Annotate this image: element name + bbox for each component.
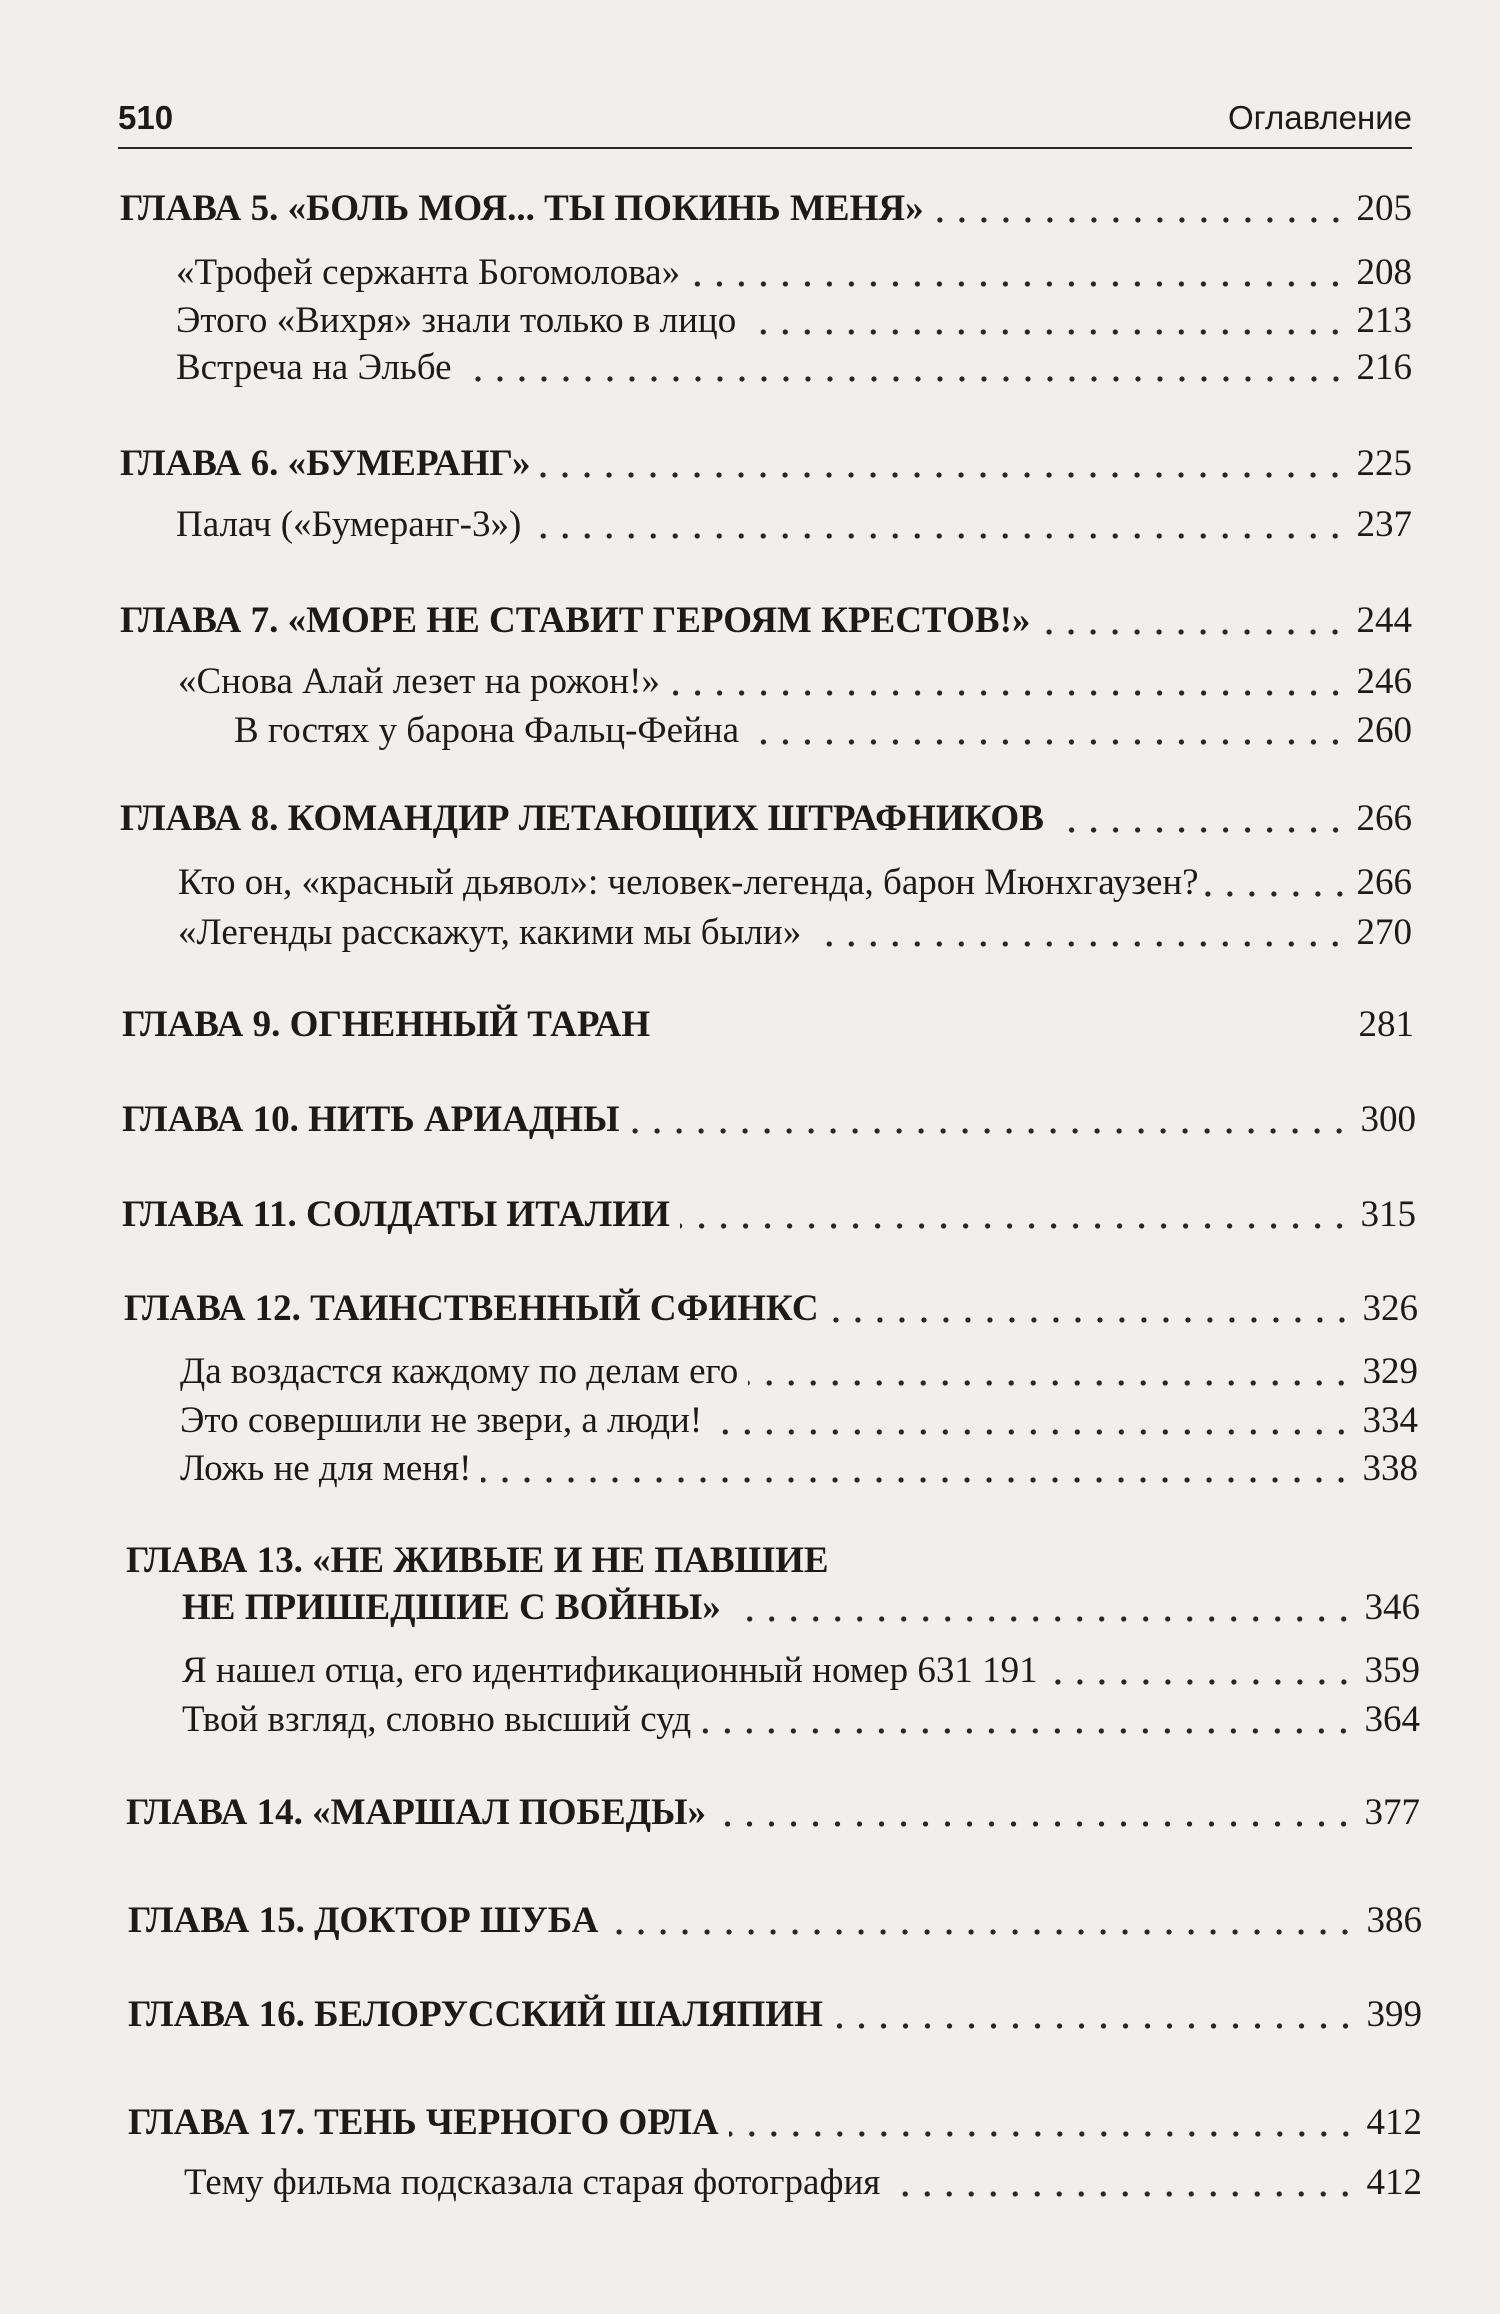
toc-section[interactable] (178, 659, 1412, 705)
toc-chapter-14[interactable] (126, 1790, 1420, 1836)
toc-page-number: 260 (1356, 710, 1412, 751)
toc-title: Я нашел отца, его идентификационный номер 631 191 (182, 1650, 1038, 1691)
toc-title: ГЛАВА 12. ТАИНСТВЕННЫЙ СФИНКС (124, 1288, 819, 1329)
dot-leader (670, 659, 1347, 705)
dot-leader (462, 345, 1347, 391)
toc-page-number: 386 (1366, 1900, 1422, 1941)
dot-leader (540, 441, 1346, 487)
toc-title: Ложь не для меня! (180, 1448, 472, 1489)
dot-leader (746, 298, 1346, 344)
toc-page-number: 364 (1364, 1699, 1420, 1740)
toc-title: ГЛАВА 7. «МОРЕ НЕ СТАВИТ ГЕРОЯМ КРЕСТОВ!» (120, 600, 1031, 641)
toc-page-number: 300 (1360, 1099, 1416, 1140)
toc-page-number: 281 (1358, 1004, 1414, 1045)
toc-title: В гостях у барона Фальц-Фейна (234, 710, 740, 751)
toc-chapter-17[interactable] (128, 2100, 1422, 2146)
dot-leader (1040, 598, 1346, 644)
toc-title: Это совершили не звери, а люди! (180, 1400, 703, 1441)
toc-page-number: 246 (1356, 661, 1412, 702)
toc-page-number: 329 (1362, 1351, 1418, 1392)
toc-page-number: 244 (1356, 600, 1412, 641)
toc-title: ГЛАВА 9. ОГНЕННЫЙ ТАРАН (122, 1004, 651, 1045)
toc-page-number: 205 (1356, 188, 1412, 229)
dot-leader (833, 1992, 1357, 2038)
toc-page-number: 377 (1364, 1792, 1420, 1833)
dot-leader (481, 1446, 1352, 1492)
dot-leader (890, 2160, 1356, 2206)
dot-leader (608, 1898, 1356, 1944)
dot-leader (749, 708, 1346, 754)
toc-title: Встреча на Эльбе (176, 347, 452, 388)
toc-title: Да воздастся каждому по делам его (180, 1351, 739, 1392)
toc-chapter-7[interactable] (120, 598, 1412, 644)
toc-title: НЕ ПРИШЕДШИЕ С ВОЙНЫ» (182, 1587, 721, 1628)
toc-page-number: 225 (1356, 443, 1412, 484)
dot-leader (1205, 860, 1351, 906)
toc-page-number: 266 (1356, 798, 1412, 839)
toc-title: «Снова Алай лезет на рожон!» (178, 661, 660, 702)
toc-page-number: 266 (1356, 862, 1412, 903)
toc-section[interactable] (178, 860, 1412, 906)
toc-title: ГЛАВА 14. «МАРШАЛ ПОБЕДЫ» (126, 1792, 706, 1833)
toc-chapter-12[interactable] (124, 1286, 1418, 1332)
toc-chapter-13-title-line1[interactable]: ГЛАВА 13. «НЕ ЖИВЫЕ И НЕ ПАВШИЕ (126, 1540, 829, 1581)
toc-chapter-10[interactable] (122, 1097, 1416, 1143)
toc-title: «Легенды расскажут, какими мы были» (178, 912, 802, 953)
toc-chapter-9[interactable] (122, 1002, 1414, 1048)
toc-page-number: 213 (1356, 300, 1412, 341)
toc-page-number: 338 (1362, 1448, 1418, 1489)
toc-title: Кто он, «красный дьявол»: человек-легенда, барон Мюнхгаузен? (178, 862, 1199, 903)
dot-leader (690, 250, 1346, 296)
dot-leader (729, 2100, 1357, 2146)
toc-title: ГЛАВА 15. ДОКТОР ШУБА (128, 1900, 599, 1941)
toc-page-number: 334 (1362, 1400, 1418, 1441)
toc-title: ГЛАВА 10. НИТЬ АРИАДНЫ (122, 1099, 620, 1140)
toc-title: ГЛАВА 6. «БУМЕРАНГ» (120, 443, 531, 484)
toc-title: ГЛАВА 16. БЕЛОРУССКИЙ ШАЛЯПИН (128, 1994, 823, 2035)
toc-section[interactable] (180, 1349, 1418, 1395)
toc-chapter-13[interactable] (182, 1585, 1420, 1631)
toc-title: Тему фильма подсказала старая фотография (184, 2162, 881, 2203)
dot-leader (811, 910, 1346, 956)
toc-section[interactable] (176, 345, 1412, 391)
running-title: Оглавление (1228, 99, 1412, 136)
dot-leader (934, 186, 1347, 232)
toc-section[interactable] (176, 250, 1412, 296)
toc-section[interactable] (176, 298, 1412, 344)
dot-leader (629, 1097, 1350, 1143)
toc-section[interactable] (180, 1446, 1418, 1492)
toc-page-number: 359 (1364, 1650, 1420, 1691)
dot-leader (531, 502, 1346, 548)
toc-title: ГЛАВА 17. ТЕНЬ ЧЕРНОГО ОРЛА (128, 2102, 719, 2143)
toc-chapter-5[interactable] (120, 186, 1412, 232)
dot-leader (1048, 1648, 1355, 1694)
toc-page-number: 346 (1364, 1587, 1420, 1628)
toc-page-number: 412 (1366, 2102, 1422, 2143)
toc-page-number: 208 (1356, 252, 1412, 293)
toc-section[interactable] (176, 502, 1412, 548)
toc-chapter-16[interactable] (128, 1992, 1422, 2038)
toc-title: ГЛАВА 8. КОМАНДИР ЛЕТАЮЩИХ ШТРАФНИКОВ (120, 798, 1044, 839)
toc-chapter-15[interactable] (128, 1898, 1422, 1944)
toc-chapter-8[interactable] (120, 796, 1412, 842)
toc-subsection[interactable] (234, 708, 1412, 754)
toc-title: ГЛАВА 11. СОЛДАТЫ ИТАЛИИ (122, 1194, 670, 1235)
toc-section[interactable] (182, 1697, 1420, 1743)
toc-title: ГЛАВА 5. «БОЛЬ МОЯ... ТЫ ПОКИНЬ МЕНЯ» (120, 188, 924, 229)
toc-page-number: 237 (1356, 504, 1412, 545)
toc-title: «Трофей сержанта Богомолова» (176, 252, 681, 293)
toc-chapter-11[interactable] (122, 1192, 1416, 1238)
toc-section[interactable] (182, 1648, 1420, 1694)
dot-leader (716, 1790, 1355, 1836)
page-number: 510 (118, 99, 174, 136)
toc-title: Твой взгляд, словно высший суд (182, 1699, 692, 1740)
toc-page-number: 315 (1360, 1194, 1416, 1235)
toc-page-number: 399 (1366, 1994, 1422, 2035)
dot-leader (829, 1286, 1353, 1332)
toc-chapter-6[interactable] (120, 441, 1412, 487)
toc-page-number: 412 (1366, 2162, 1422, 2203)
toc-page-number: 326 (1362, 1288, 1418, 1329)
toc-page-number: 216 (1356, 347, 1412, 388)
dot-leader (701, 1697, 1354, 1743)
toc-section[interactable] (180, 1398, 1418, 1444)
dot-leader (731, 1585, 1355, 1631)
dot-leader (748, 1349, 1352, 1395)
toc-section[interactable] (178, 910, 1412, 956)
dot-leader (680, 1192, 1351, 1238)
toc-title: Этого «Вихря» знали только в лицо (176, 300, 737, 341)
dot-leader (712, 1398, 1352, 1444)
toc-title: Палач («Бумеранг-3») (176, 504, 522, 545)
page-header (118, 95, 1412, 149)
dot-leader (1054, 796, 1347, 842)
toc-page-number: 270 (1356, 912, 1412, 953)
toc-section[interactable] (184, 2160, 1422, 2206)
